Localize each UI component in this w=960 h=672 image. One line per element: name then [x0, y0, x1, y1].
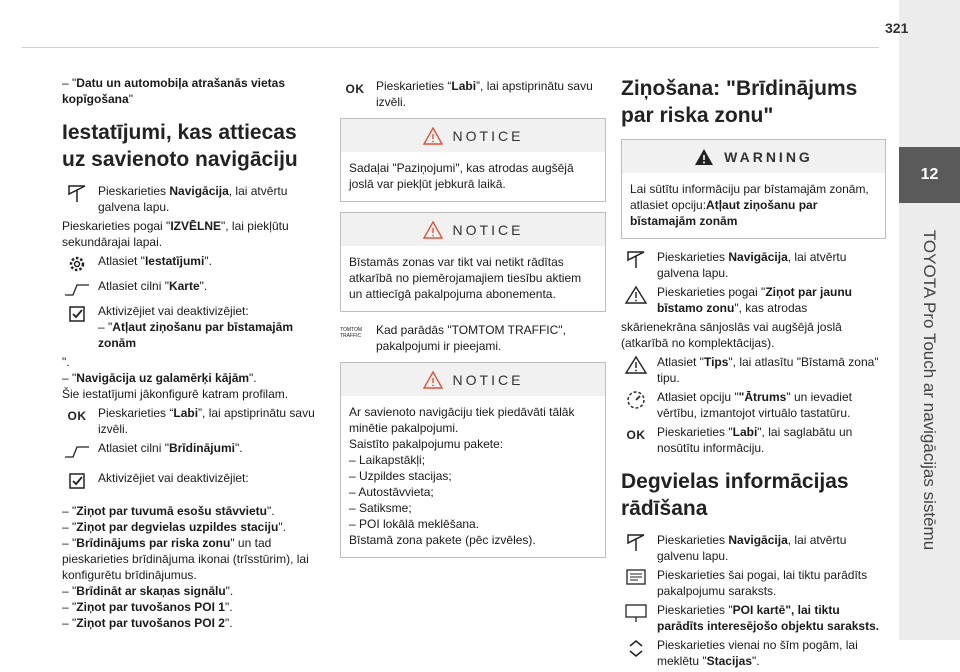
notice-box: NOTICE Bīstamās zonas var tikt vai netikt rādītas atkarībā no piemērojamajiem tiesību aktiem un attiecīgā pakalpojuma abonementa. — [340, 212, 606, 312]
column-1 — [62, 75, 315, 631]
step-tomtom: TOMTOM TRAFFIC Kad parādās "TOMTOM TRAFFIC", pakalpojumi ir pieejami. — [340, 323, 566, 353]
step-map-tab: Atlasiet cilni "Karte". — [62, 278, 315, 300]
alert-option: – "Brīdināt ar skaņas signālu". — [62, 584, 234, 598]
tomtom-traffic-logo: TOMTOM TRAFFIC — [340, 327, 363, 339]
column-2 — [340, 75, 606, 568]
page-number: 321 — [885, 20, 909, 36]
section-heading: Iestatījumi, kas attiecas uz savienoto navigāciju — [62, 121, 298, 171]
step-alerts-tab: Atlasiet cilni "Brīdinājumi". — [62, 440, 315, 462]
speedometer-icon — [621, 389, 651, 411]
section-heading: Degvielas informācijas rādīšana — [621, 470, 849, 520]
step-settings: Atlasiet "Iestatījumi". — [62, 253, 315, 275]
location-note: skārienekrāna sānjoslās vai augšējā joslā (atkarībā no komplektācijas). — [621, 320, 842, 350]
ok-icon: OK — [345, 82, 365, 96]
step-navigation: Pieskarieties Navigācija, lai atvērtu galvena lapu. — [62, 183, 315, 215]
step-type: Atlasiet "Tips", lai atlasītu "Bīstamā zona" tipu. — [621, 354, 886, 386]
alert-option: – "Ziņot par tuvumā esošu stāvvietu". — [62, 504, 275, 518]
chapter-tab[interactable]: 12 — [899, 147, 960, 203]
alert-option: – "Ziņot par tuvošanos POI 2". — [62, 616, 233, 630]
ok-icon: OK — [626, 428, 646, 442]
step-report-danger: Pieskarieties pogai "Ziņot par jaunu bīstamo zonu", kas atrodas — [621, 284, 886, 316]
section-heading: Ziņošana: "Brīdinājums par riska zonu" — [621, 77, 858, 127]
step-save: OK Pieskarieties "Labi", lai saglabātu un nosūtītu informāciju. — [621, 424, 886, 456]
alert-option: – "Brīdinājums par riska zonu" un tad pieskarieties brīdinājuma ikonai (trīsstūrim), lai konfigurētu brīdinājumus. — [62, 536, 309, 582]
up-down-chevrons-icon — [621, 637, 651, 659]
checkbox-icon — [62, 470, 92, 492]
notice-header: NOTICE — [341, 363, 605, 396]
danger-triangle-icon — [621, 354, 651, 376]
menu-paragraph: Pieskarieties pogai "IZVĒLNE", lai piekļūtu sekundārajai lapai. — [62, 219, 289, 249]
warning-triangle-icon — [423, 371, 443, 389]
services-list-icon — [621, 567, 651, 589]
chapter-title: TOYOTA Pro Touch ar navigācijas sistēmu — [920, 229, 939, 551]
header-divider — [22, 47, 879, 48]
step-services: Pieskarieties šai pogai, lai tiktu parādīts pakalpojumu saraksts. — [621, 567, 886, 599]
step-stations: Pieskarieties vienai no šīm pogām, lai meklētu "Stacijas". — [621, 637, 886, 669]
notice-box: NOTICE Sadaļai "Paziņojumi", kas atrodas augšējā joslā var piekļūt jebkurā laikā. — [340, 118, 606, 202]
step-confirm: OK Pieskarieties “Labi”, lai apstiprinātu savu izvēli. — [62, 405, 315, 437]
tab-icon — [62, 278, 92, 300]
navigation-arrow-icon — [621, 532, 651, 554]
warning-body: Lai sūtītu informāciju par bīstamajām zonām, atlasiet opciju:Atļaut ziņošanu par bīstamajām zonām — [630, 182, 869, 228]
notice-box — [340, 362, 606, 558]
ok-icon: OK — [67, 409, 87, 423]
step-toggle-alerts: Aktivizējiet vai deaktivizējiet: — [62, 470, 315, 492]
checkbox-icon — [62, 303, 92, 325]
column-3 — [621, 75, 886, 672]
step-poi: Pieskarieties "POI kartē", lai tiktu parādīts interesējošo objektu saraksts. — [621, 602, 886, 634]
intro-item: – "Datu un automobiļa atrašanās vietas kopīgošana" — [62, 76, 286, 106]
step-confirm: OK Pieskarieties “Labi”, lai apstiprinātu savu izvēli. — [340, 78, 606, 110]
warning-triangle-icon — [694, 148, 714, 166]
step-speed: Atlasiet opciju ""Ātrums" un ievadiet vērtību, izmantojot virtuālo tastatūru. — [621, 389, 886, 421]
notice-header: NOTICE — [341, 213, 605, 246]
gear-icon — [62, 253, 92, 275]
warning-triangle-icon — [423, 221, 443, 239]
toggle-continuation: ". — [62, 355, 70, 369]
step-toggle: Aktivizējiet vai deaktivizējiet: – "Atļaut ziņošanu par bīstamajām zonām — [62, 303, 315, 351]
warning-header: WARNING — [622, 140, 885, 173]
warning-triangle-icon — [423, 127, 443, 145]
poi-map-icon — [621, 602, 651, 624]
danger-triangle-icon — [621, 284, 651, 306]
tab-icon — [62, 440, 92, 462]
profile-note: Šie iestatījumi jākonfigurē katram profilam. — [62, 387, 289, 401]
alert-option: – "Ziņot par tuvošanos POI 1". — [62, 600, 233, 614]
alert-option: – "Ziņot par degvielas uzpildes staciju". — [62, 520, 286, 534]
notice-body: Ar savienoto navigāciju tiek piedāvāti tālāk minētie pakalpojumi. Saistīto pakalpojumu pakete: – Laikapstākļi; – Uzpildes stacijas; – Autostāvvieta; – Satiksme; – POI lokālā meklēšana. Bīstamā zona pakete (pēc izvēles). — [349, 405, 575, 547]
navigation-arrow-icon — [62, 183, 92, 205]
navigation-arrow-icon — [621, 249, 651, 271]
warning-box — [621, 139, 886, 239]
step-navigation: Pieskarieties Navigācija, lai atvērtu galvena lapu. — [621, 249, 886, 281]
notice-header: NOTICE — [341, 119, 605, 152]
step-navigation: Pieskarieties Navigācija, lai atvērtu galvenu lapu. — [621, 532, 886, 564]
walking-item: – "Navigācija uz galamērķi kājām". — [62, 371, 257, 385]
chapter-sidebar — [899, 0, 960, 640]
